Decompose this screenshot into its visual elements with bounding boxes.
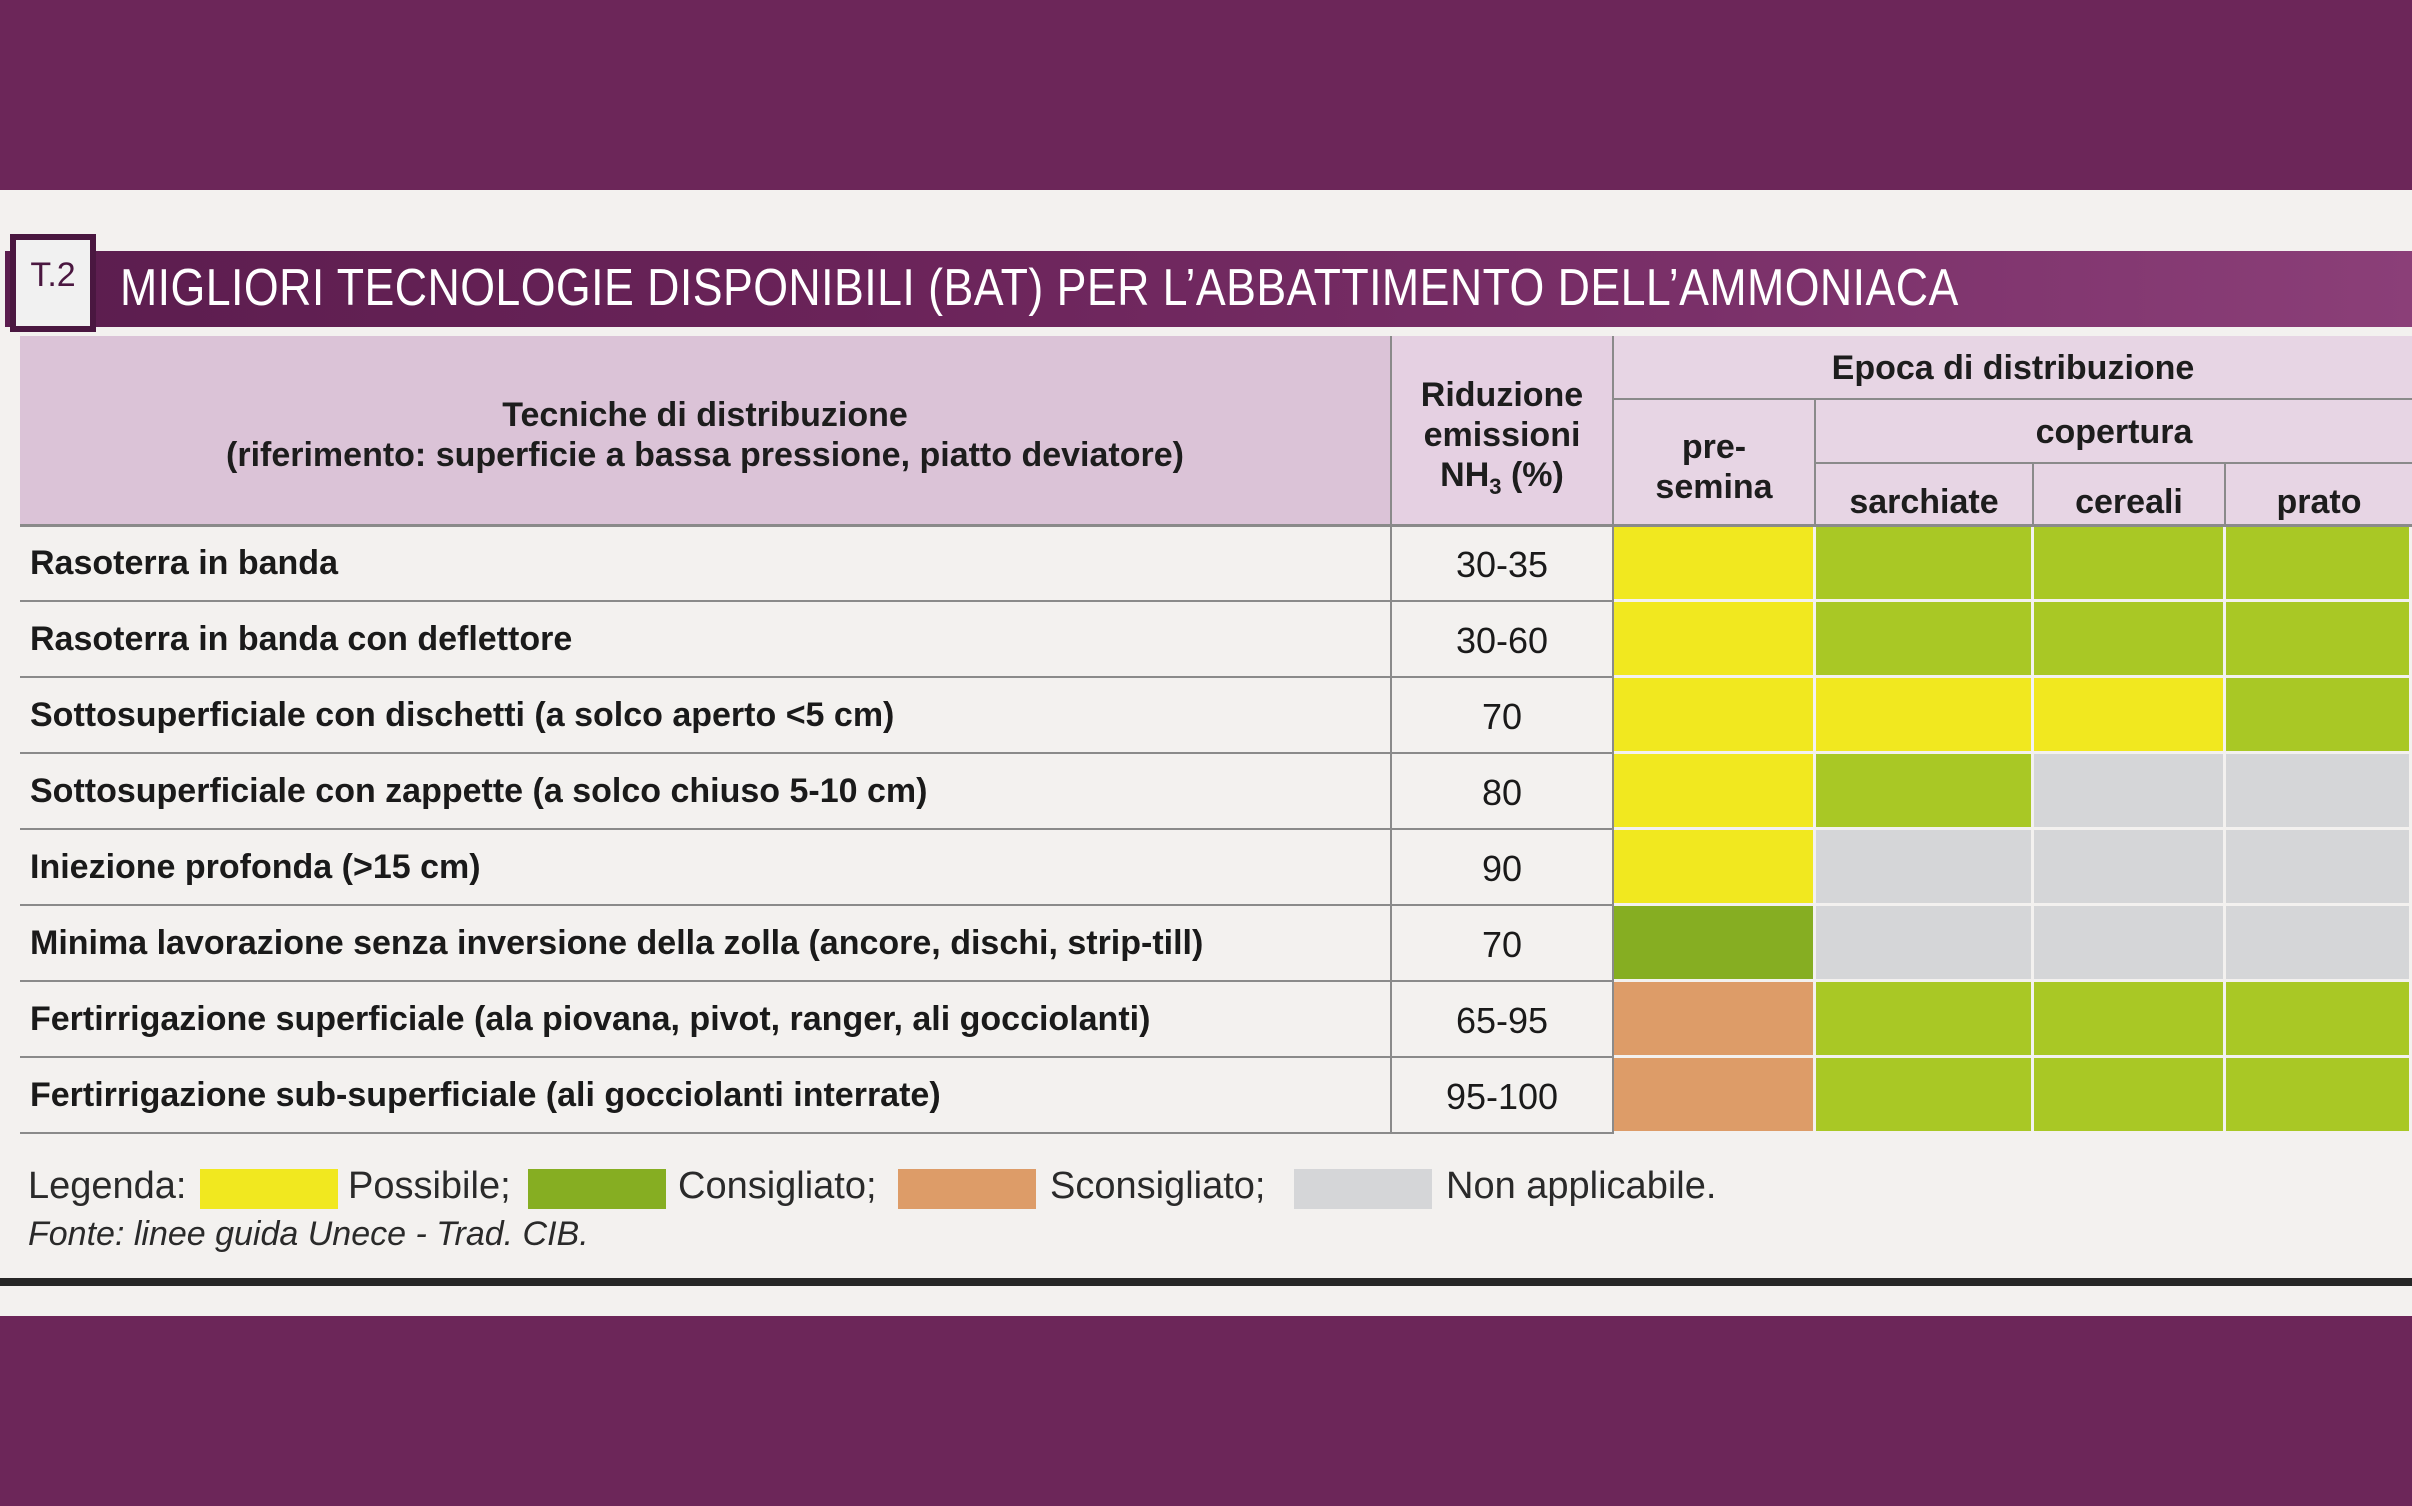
row-reduction-value: 30-35 — [1455, 544, 1549, 585]
row-divider — [20, 752, 1612, 754]
status-cell-consigliato — [2034, 982, 2223, 1055]
status-cell-possibile — [1816, 678, 2031, 751]
header-sarchiate: sarchiate — [1849, 483, 1999, 521]
row-reduction-value: 80 — [1481, 772, 1523, 813]
row-reduction-value: 30-60 — [1455, 620, 1549, 661]
status-cell-non-applicabile — [2034, 754, 2223, 827]
row-technique-label: Sottosuperficiale con dischetti (a solco aperto <5 cm) — [30, 696, 895, 734]
status-cell-consigliato — [2226, 678, 2409, 751]
row-technique-label: Fertirrigazione sub-superficiale (ali gocciolanti interrate) — [30, 1076, 941, 1114]
status-cell-non-applicabile — [1816, 830, 2031, 903]
header-prato: prato — [2276, 483, 2362, 521]
row-reduction-value: 95-100 — [1445, 1076, 1559, 1117]
header-subdivider — [1816, 462, 2412, 464]
header-column-divider — [2032, 462, 2034, 526]
status-cell-non-applicabile — [2226, 906, 2409, 979]
status-cell-consigliato — [2226, 982, 2409, 1055]
status-cell-possibile — [1614, 754, 1813, 827]
header-reduction-line3 — [1392, 455, 1612, 507]
header-column-divider — [1814, 398, 1816, 526]
legend-non-applicabile: Non applicabile. — [1446, 1165, 1717, 1207]
status-cell-consigliato-scuro — [1614, 906, 1813, 979]
status-cell-consigliato — [2034, 526, 2223, 599]
status-cell-non-applicabile — [2034, 906, 2223, 979]
row-technique-label: Sottosuperficiale con zappette (a solco chiuso 5-10 cm) — [30, 772, 928, 810]
header-presemina-line1: pre- — [1681, 428, 1747, 466]
bottom-rule — [0, 1278, 2412, 1286]
status-cell-consigliato — [1816, 602, 2031, 675]
row-divider — [20, 676, 1612, 678]
row-technique-label: Fertirrigazione superficiale (ala piovana, pivot, ranger, ali gocciolanti) — [30, 1000, 1151, 1038]
status-cell-sconsigliato — [1614, 1058, 1813, 1131]
row-divider — [20, 904, 1612, 906]
legend-swatch-possibile — [200, 1169, 338, 1209]
status-cell-consigliato — [1816, 982, 2031, 1055]
source-note: Fonte: linee guida Unece - Trad. CIB. — [28, 1215, 589, 1253]
row-technique-label: Minima lavorazione senza inversione della zolla (ancore, dischi, strip-till) — [30, 924, 1204, 962]
status-cell-possibile — [1614, 678, 1813, 751]
table-title: MIGLIORI TECNOLOGIE DISPONIBILI (BAT) PER L’ABBATTIMENTO DELL’AMMONIACA — [120, 259, 1959, 317]
row-divider — [20, 980, 1612, 982]
row-reduction-value: 90 — [1481, 848, 1523, 889]
document-page — [0, 190, 2412, 1316]
legend-swatch-sconsigliato — [898, 1169, 1036, 1209]
status-cell-consigliato — [2034, 602, 2223, 675]
row-technique-label: Rasoterra in banda — [30, 544, 338, 582]
header-reduction-line2: emissioni — [1423, 416, 1581, 454]
header-technique — [20, 395, 1390, 475]
row-technique-label: Rasoterra in banda con deflettore — [30, 620, 573, 658]
header-reduction-line1: Riduzione — [1420, 376, 1584, 414]
header-divider — [20, 524, 2412, 527]
table-number: T.2 — [30, 256, 76, 294]
legend-sconsigliato: Sconsigliato; — [1050, 1165, 1266, 1207]
status-cell-consigliato — [2226, 526, 2409, 599]
status-cell-consigliato — [2226, 1058, 2409, 1131]
status-cell-consigliato — [1816, 526, 2031, 599]
legend-swatch-consigliato — [528, 1169, 666, 1209]
status-cell-consigliato — [1816, 754, 2031, 827]
nh-subscript: 3 — [1489, 473, 1502, 499]
status-cell-possibile — [2034, 678, 2223, 751]
header-epoch: Epoca di distribuzione — [1831, 349, 2195, 387]
row-technique-label: Iniezione profonda (>15 cm) — [30, 848, 481, 886]
header-reduction — [1392, 375, 1612, 507]
status-cell-possibile — [1614, 830, 1813, 903]
legend-label: Legenda: — [28, 1165, 187, 1207]
status-cell-consigliato — [2226, 602, 2409, 675]
header-technique-line1: Tecniche di distribuzione — [502, 396, 908, 434]
row-reduction-value: 65-95 — [1455, 1000, 1549, 1041]
header-copertura: copertura — [2035, 413, 2193, 451]
header-cereali: cereali — [2075, 483, 2183, 521]
status-cell-non-applicabile — [2226, 830, 2409, 903]
status-cell-consigliato — [1816, 1058, 2031, 1131]
header-presemina-line2: semina — [1655, 468, 1773, 506]
row-divider — [20, 1056, 1612, 1058]
percent-text: (%) — [1501, 456, 1564, 494]
status-cell-non-applicabile — [1816, 906, 2031, 979]
row-reduction-value: 70 — [1481, 696, 1523, 737]
header-subdivider — [1614, 398, 2412, 400]
header-column-divider — [2224, 462, 2226, 526]
legend-possibile: Possibile; — [348, 1165, 511, 1207]
row-divider — [20, 828, 1612, 830]
row-divider — [20, 1132, 1612, 1134]
column-divider — [1390, 336, 1392, 1134]
legend-consigliato: Consigliato; — [678, 1165, 877, 1207]
row-reduction-value: 70 — [1481, 924, 1523, 965]
status-cell-consigliato — [2034, 1058, 2223, 1131]
status-cell-non-applicabile — [2226, 754, 2409, 827]
row-divider — [20, 600, 1612, 602]
column-divider — [1612, 336, 1614, 1134]
status-cell-non-applicabile — [2034, 830, 2223, 903]
header-presemina — [1614, 427, 1814, 507]
status-cell-possibile — [1614, 602, 1813, 675]
status-cell-sconsigliato — [1614, 982, 1813, 1055]
legend-swatch-non-applicabile — [1294, 1169, 1432, 1209]
header-technique-line2: (riferimento: superficie a bassa pressione, piatto deviatore) — [226, 436, 1184, 474]
status-cell-possibile — [1614, 526, 1813, 599]
nh-text: NH — [1440, 456, 1490, 494]
